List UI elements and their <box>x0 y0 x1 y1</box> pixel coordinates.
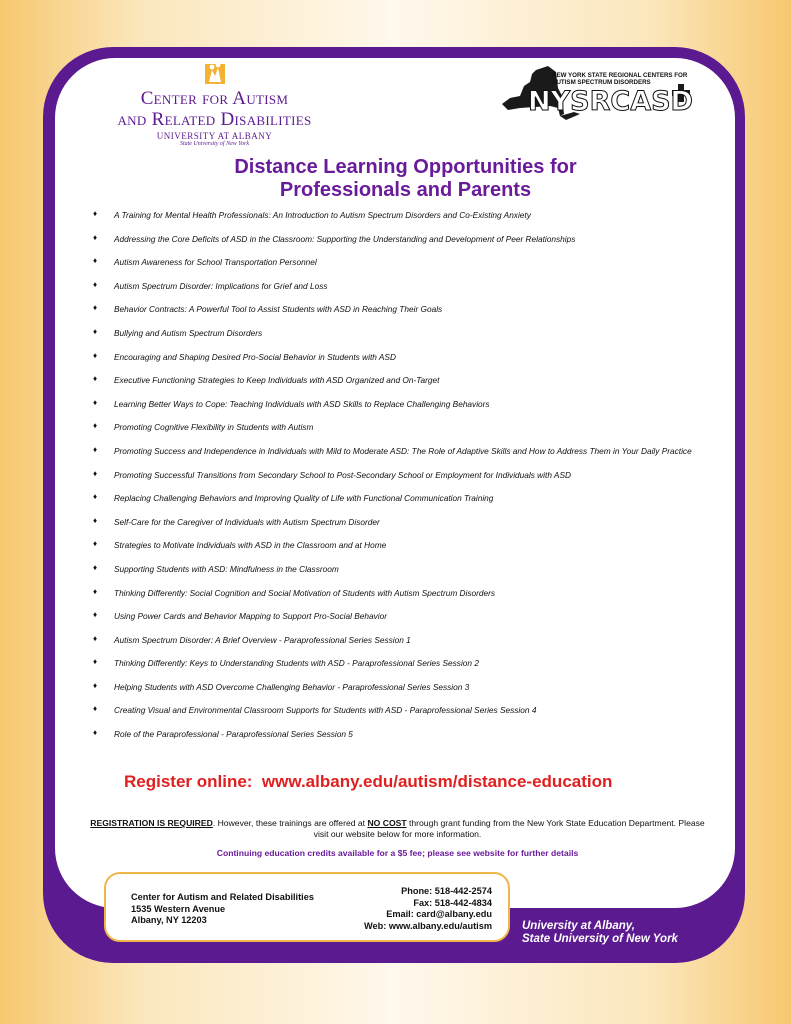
diamond-bullet-icon: ♦ <box>93 492 98 502</box>
diamond-bullet-icon: ♦ <box>93 680 98 690</box>
diamond-bullet-icon: ♦ <box>93 374 98 384</box>
diamond-bullet-icon: ♦ <box>93 326 98 336</box>
course-item <box>93 234 723 244</box>
diamond-bullet-icon: ♦ <box>93 232 98 242</box>
course-item <box>93 375 723 385</box>
diamond-bullet-icon: ♦ <box>93 444 98 454</box>
course-item <box>93 705 723 715</box>
diamond-bullet-icon: ♦ <box>93 421 98 431</box>
course-item <box>93 257 723 267</box>
course-title: Using Power Cards and Behavior Mapping to Support Pro-Social Behavior <box>114 611 388 622</box>
diamond-bullet-icon: ♦ <box>93 279 98 289</box>
title-line-1: Distance Learning Opportunities for <box>234 156 577 178</box>
course-item <box>93 517 723 527</box>
course-item <box>93 446 723 456</box>
contact-street: 1535 Western Avenue <box>131 903 226 914</box>
diamond-bullet-icon: ♦ <box>93 728 98 738</box>
diamond-bullet-icon: ♦ <box>93 256 98 266</box>
nysrcasd-logo <box>500 62 693 132</box>
course-title: Promoting Success and Independence in Individuals with Mild to Moderate ASD: The Role of Adaptive Skills and How to Address Them in Your Daily Practice <box>114 445 692 456</box>
contact-org: Center for Autism and Related Disabilities <box>131 892 314 902</box>
diamond-bullet-icon: ♦ <box>93 610 98 620</box>
contact-box <box>104 872 510 942</box>
diamond-bullet-icon: ♦ <box>93 562 98 572</box>
course-list <box>93 210 723 753</box>
diamond-bullet-icon: ♦ <box>93 657 98 667</box>
course-title: Autism Spectrum Disorder: A Brief Overview - Paraprofessional Series Session 1 <box>114 634 411 645</box>
title-line-2: Professionals and Parents <box>279 179 532 201</box>
course-title: Supporting Students with ASD: Mindfulness in the Classroom <box>114 563 339 574</box>
course-item <box>93 470 723 480</box>
register-online <box>124 772 684 792</box>
contact-fax: Fax: 518-442-4834 <box>413 897 492 908</box>
course-item <box>93 611 723 621</box>
course-item <box>93 399 723 409</box>
diamond-bullet-icon: ♦ <box>93 586 98 596</box>
no-cost: NO COST <box>367 818 407 828</box>
contact-web-link[interactable]: Web: www.albany.edu/autism <box>364 920 492 931</box>
contact-email-link[interactable]: Email: card@albany.edu <box>386 909 492 919</box>
diamond-bullet-icon: ♦ <box>93 468 98 478</box>
nysrcasd-wordmark: NYSRCASD <box>528 86 693 117</box>
course-item <box>93 328 723 338</box>
course-title: Creating Visual and Environmental Classroom Supports for Students with ASD - Paraprofessional Series Session 4 <box>114 705 537 716</box>
course-title: Learning Better Ways to Cope: Teaching Individuals with ASD Skills to Replace Challenging Behaviors <box>114 398 490 409</box>
course-item <box>93 682 723 692</box>
course-item <box>93 493 723 503</box>
course-title: A Training for Mental Health Professionals: An Introduction to Autism Spectrum Disorders and Co-Existing Anxiety <box>114 210 531 220</box>
card-name-line2: and Related Disabilities <box>117 109 312 130</box>
course-item <box>93 210 723 220</box>
course-title: Self-Care for the Caregiver of Individuals with Autism Spectrum Disorder <box>114 516 380 527</box>
university-line-1: University at Albany, <box>522 920 635 932</box>
course-item <box>93 635 723 645</box>
contact-address <box>131 892 314 927</box>
diamond-bullet-icon: ♦ <box>93 704 98 714</box>
card-name-line1: Center for Autism <box>140 88 289 109</box>
registration-note-part2: through grant funding from the New York State Education Department. Please visit our website below for more information. <box>313 818 705 839</box>
card-logo <box>92 60 337 147</box>
course-item <box>93 588 723 598</box>
course-title: Encouraging and Shaping Desired Pro-Social Behavior in Students with ASD <box>114 351 396 362</box>
diamond-bullet-icon: ♦ <box>93 539 98 549</box>
course-title: Promoting Cognitive Flexibility in Students with Autism <box>114 422 314 433</box>
course-item <box>93 281 723 291</box>
contact-city: Albany, NY 12203 <box>131 915 207 925</box>
course-title: Role of the Paraprofessional - Paraprofessional Series Session 5 <box>114 729 353 740</box>
course-title: Helping Students with ASD Overcome Challenging Behavior - Paraprofessional Series Session 3 <box>114 681 470 692</box>
course-title: Replacing Challenging Behaviors and Improving Quality of Life with Functional Communication Training <box>114 493 494 504</box>
course-title: Bullying and Autism Spectrum Disorders <box>114 327 263 338</box>
course-item <box>93 540 723 550</box>
register-url-link[interactable]: www.albany.edu/autism/distance-education <box>261 772 613 791</box>
diamond-bullet-icon: ♦ <box>93 209 98 218</box>
course-title: Strategies to Motivate Individuals with ASD in the Classroom and at Home <box>114 540 387 551</box>
page-title <box>100 156 711 202</box>
course-item <box>93 564 723 574</box>
nysrcasd-tagline: NEW YORK STATE REGIONAL CENTERS FOR AUTISM SPECTRUM DISORDERS <box>552 72 688 86</box>
course-title: Autism Spectrum Disorder: Implications for Grief and Loss <box>114 280 328 291</box>
registration-note-part1: . However, these trainings are offered at <box>212 818 368 828</box>
course-item <box>93 304 723 314</box>
registration-note <box>90 818 705 840</box>
credits-note: Continuing education credits available for a $5 fee; please see website for further details <box>216 848 579 858</box>
university-line-2: State University of New York <box>522 933 678 945</box>
course-item <box>93 658 723 668</box>
diamond-bullet-icon: ♦ <box>93 633 98 643</box>
card-emblem-icon <box>203 60 227 86</box>
contact-phone: Phone: 518-442-2574 <box>401 886 492 896</box>
course-title: Behavior Contracts: A Powerful Tool to Assist Students with ASD in Reaching Their Goals <box>114 304 443 315</box>
course-item <box>93 422 723 432</box>
diamond-bullet-icon: ♦ <box>93 515 98 525</box>
register-label: Register online: <box>124 772 253 791</box>
diamond-bullet-icon: ♦ <box>93 350 98 360</box>
card-university: UNIVERSITY AT ALBANY <box>156 131 273 141</box>
course-title: Autism Awareness for School Transportation Personnel <box>114 257 317 268</box>
course-item <box>93 352 723 362</box>
contact-details <box>364 886 492 932</box>
course-title: Thinking Differently: Social Cognition and Social Motivation of Students with Autism Spectrum Disorders <box>114 587 496 598</box>
card-suny: State University of New York <box>179 141 250 147</box>
course-title: Addressing the Core Deficits of ASD in the Classroom: Supporting the Understanding and Development of Peer Relationships <box>114 233 576 244</box>
course-item <box>93 729 723 739</box>
diamond-bullet-icon: ♦ <box>93 397 98 407</box>
registration-required: REGISTRATION IS REQUIRED <box>90 818 213 828</box>
course-title: Promoting Successful Transitions from Secondary School to Post-Secondary School or Employment for Individuals with ASD <box>114 469 571 480</box>
diamond-bullet-icon: ♦ <box>93 303 98 313</box>
university-footer <box>522 920 678 946</box>
course-title: Thinking Differently: Keys to Understanding Students with ASD - Paraprofessional Series Session 2 <box>114 658 479 669</box>
course-title: Executive Functioning Strategies to Keep Individuals with ASD Organized and On-Target <box>114 375 440 386</box>
